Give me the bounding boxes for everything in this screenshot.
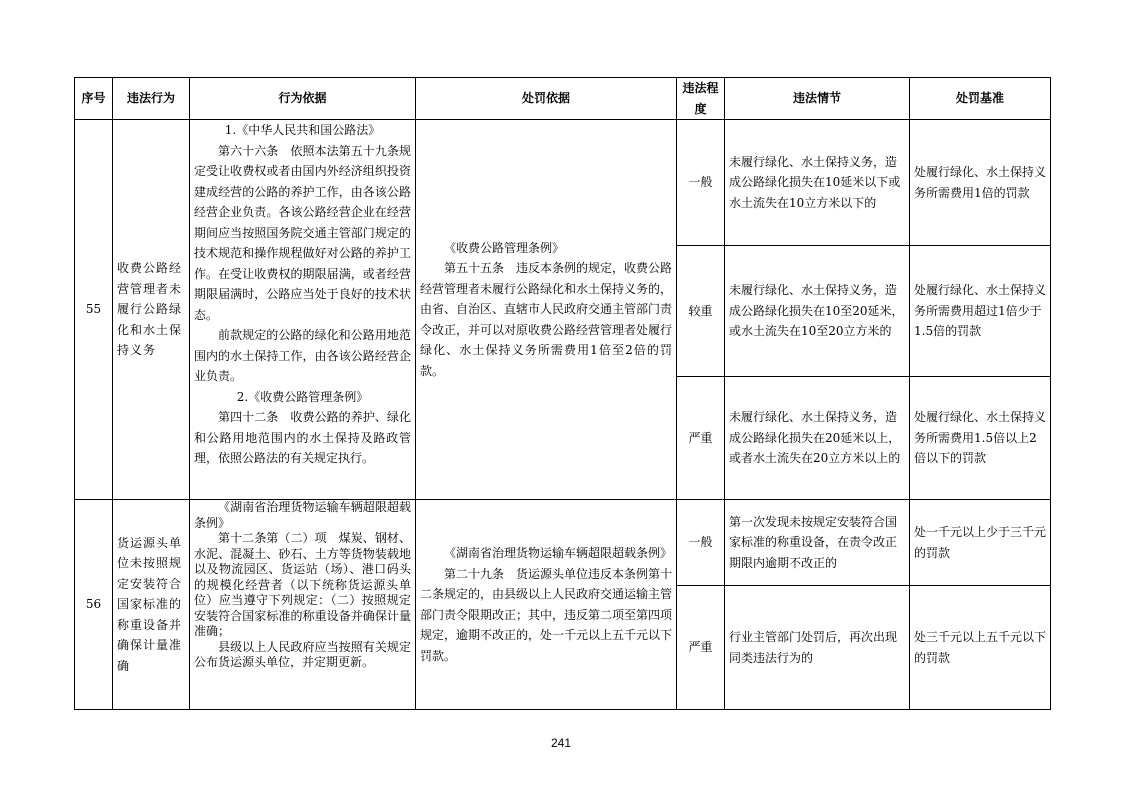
table-row [75, 500, 1051, 586]
violation-behavior [113, 500, 190, 710]
legal-basis [190, 500, 416, 710]
header-no: 序号 [75, 78, 113, 120]
degree-label: 严重 [677, 377, 725, 500]
legal-basis [190, 120, 416, 500]
standard-cell [910, 586, 1051, 710]
basis-paragraph: 前款规定的公路的绿化和公路用地范围内的水土保持工作，由各该公路经营企业负责。 [194, 328, 411, 383]
header-basis: 行为依据 [190, 78, 416, 120]
circumstance-cell [725, 120, 910, 246]
standard-cell [910, 500, 1051, 586]
penalty-law-title: 《湖南省治理货物运输车辆超限超载条例》 [444, 546, 673, 560]
row-number: 56 [75, 500, 113, 710]
circumstance-cell [725, 586, 910, 710]
circumstance-cell [725, 246, 910, 377]
penalty-paragraph: 第五十五条 违反本条例的规定，收费公路经营管理者未履行公路绿化和水土保持义务的，由省、自治区、直辖市人民政府交通主管部门责令改正，并可以对原收费公路经营管理者处履行绿化、水土保持义务所需费用1倍至2倍的罚款。 [420, 261, 673, 378]
standard-text: 处一千元以上少于三千元的罚款 [914, 525, 1047, 560]
header-behavior: 违法行为 [113, 78, 190, 120]
violation-behavior-text: 货运源头单位未按照规定安装符合国家标准的称重设备并确保计量准确 [117, 535, 183, 673]
violation-behavior-text: 收费公路经营管理者未履行公路绿化和水土保持义务 [117, 261, 183, 358]
basis-paragraph: 第六十六条 依照本法第五十九条规定受让收费权或者由国内外经济组织投资建成经营的公路的养护工作，由各该公路经营企业负责。各该公路经营企业在经营期间应当按照国务院交通主管部门规定的技术规范和操作规程做好对公路的养护工作。在受让收费权的期限届满，或者经营期限届满时，公路应当处于良好的技术状态。 [194, 143, 411, 322]
header-degree: 违法程度 [677, 78, 725, 120]
degree-label: 较重 [677, 246, 725, 377]
circumstance-cell [725, 377, 910, 500]
penalty-paragraph: 第二十九条 货运源头单位违反本条例第十二条规定的，由县级以上人民政府交通运输主管部门责令限期改正；其中，违反第二项至第四项规定，逾期不改正的，处一千元以上五千元以下罚款。 [420, 566, 673, 663]
page-number: 241 [550, 736, 572, 750]
degree-label: 一般 [677, 120, 725, 246]
circumstance-text: 未履行绿化、水土保持义务，造成公路绿化损失在10延米以下或水土流失在10立方米以下的 [729, 154, 901, 210]
basis-paragraph: 第十二条第（二）项 煤炭、钢材、水泥、混凝土、砂石、土方等货物装载地以及物流园区、货运站（场）、港口码头的规模化经营者（以下统称货运源头单位）应当遵守下列规定：（二）按照规定安装符合国家标准的称重设备并确保计量准确； [194, 531, 411, 638]
standard-cell [910, 120, 1051, 246]
standard-cell [910, 246, 1051, 377]
degree-label: 严重 [677, 586, 725, 710]
penalty-basis [416, 500, 677, 710]
penalty-basis [416, 120, 677, 500]
penalty-table [74, 77, 1051, 710]
degree-label: 一般 [677, 500, 725, 586]
basis-law-title: 2.《收费公路管理条例》 [236, 389, 369, 404]
circumstance-text: 行业主管部门处罚后，再次出现同类违法行为的 [729, 630, 898, 665]
standard-cell [910, 377, 1051, 500]
header-penalty-basis: 处罚依据 [416, 78, 677, 120]
table-row [75, 120, 1051, 246]
row-number: 55 [75, 120, 113, 500]
basis-law-title: 《湖南省治理货物运输车辆超限超载条例》 [194, 500, 411, 530]
basis-paragraph: 第四十二条 收费公路的养护、绿化和公路用地范围内的水土保持及路政管理，依照公路法的有关规定执行。 [194, 410, 411, 465]
header-standard: 处罚基准 [910, 78, 1051, 120]
basis-paragraph: 县级以上人民政府应当按照有关规定公布货运源头单位，并定期更新。 [194, 639, 411, 669]
standard-text: 处履行绿化、水土保持义务所需费用1.5倍以上2倍以下的罚款 [914, 410, 1047, 466]
circumstance-text: 未履行绿化、水土保持义务，造成公路绿化损失在20延米以上，或者水土流失在20立方米以上的 [729, 410, 901, 466]
circumstance-text: 未履行绿化、水土保持义务，造成公路绿化损失在10至20延米，或水土流失在10至20立方米的 [729, 283, 904, 339]
header-row [75, 78, 1051, 120]
basis-law-title: 1.《中华人民共和国公路法》 [224, 123, 381, 137]
standard-text: 处三千元以上五千元以下的罚款 [914, 630, 1047, 665]
circumstance-cell [725, 500, 910, 586]
violation-behavior [113, 120, 190, 500]
penalty-law-title: 《收费公路管理条例》 [444, 240, 565, 255]
standard-text: 处履行绿化、水土保持义务所需费用超过1倍少于1.5倍的罚款 [914, 283, 1047, 339]
standard-text: 处履行绿化、水土保持义务所需费用1倍的罚款 [914, 165, 1047, 200]
circumstance-text: 第一次发现未按规定安装符合国家标准的称重设备，在责令改正期限内逾期不改正的 [729, 514, 898, 570]
header-circumstance: 违法情节 [725, 78, 910, 120]
